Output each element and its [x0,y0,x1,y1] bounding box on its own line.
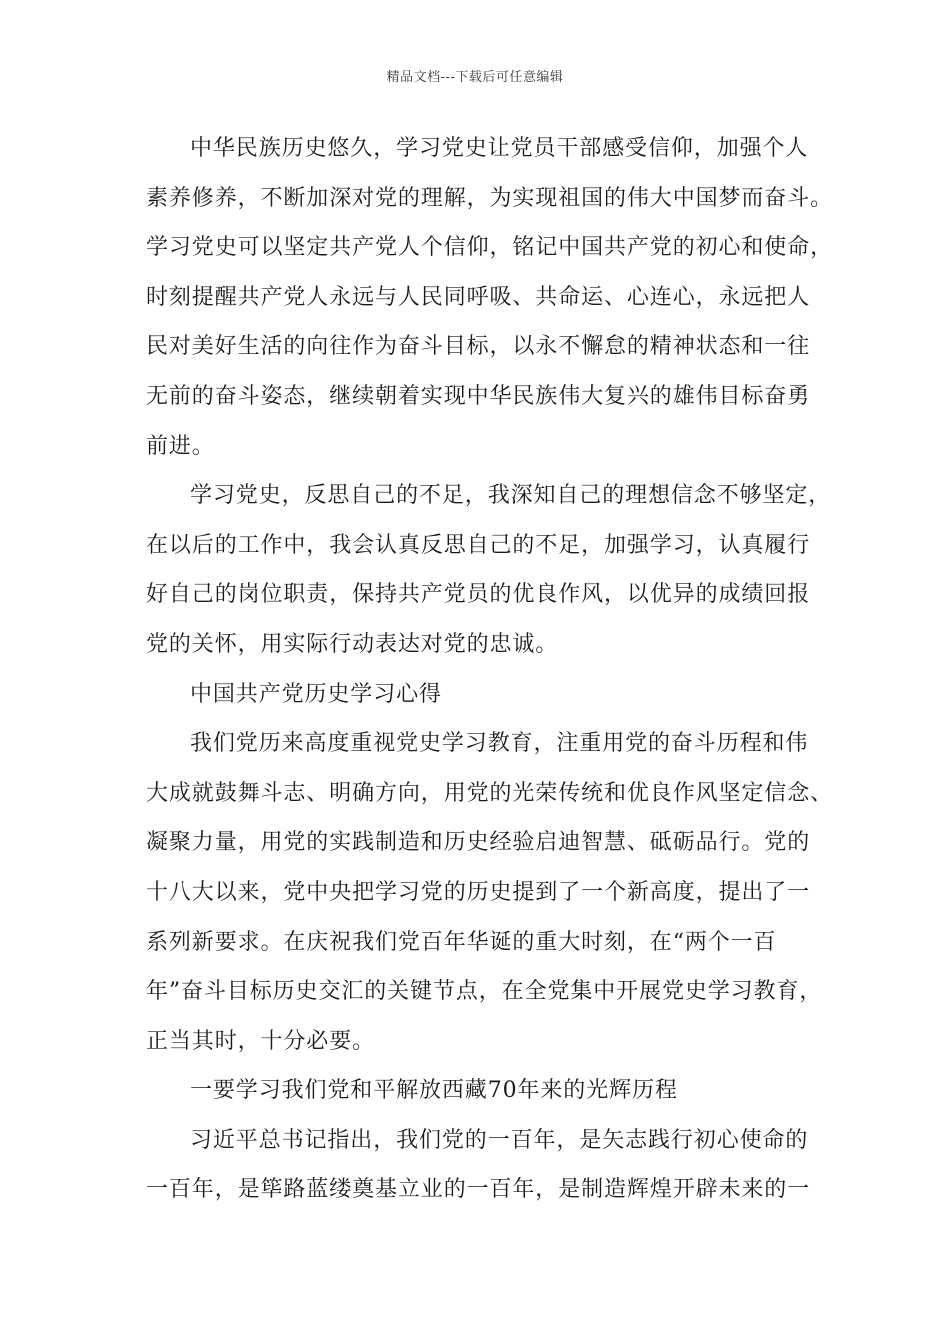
text-line: 党的关怀，用实际行动表达对党的忠诚。 [146,631,559,657]
document-body [146,124,834,1215]
text-line: 无前的奋斗姿态，继续朝着实现中华民族伟大复兴的雄伟目标奋勇 [146,383,811,409]
text-line: 一百年，是筚路蓝缕奠基立业的一百年，是制造辉煌开辟未来的一 [146,1177,811,1203]
section-heading: 中国共产党历史学习心得 [190,681,442,707]
text-line: 时刻提醒共产党人永远与人民同呼吸、共命运、心连心，永远把人 [146,284,811,310]
text-line: 素养修养，不断加深对党的理解，为实现祖国的伟大中国梦而奋斗。 [146,185,834,211]
text-line: 十八大以来，党中央把学习党的历史提到了一个新高度，提出了一 [146,879,811,905]
text-line: 正当其时，十分必要。 [146,1028,376,1054]
text-line: 年”奋斗目标历史交汇的关键节点，在全党集中开展党史学习教育， [146,979,823,1005]
section-heading: 一要学习我们党和平解放西藏70年来的光辉历程 [190,1078,678,1104]
text-line: 在以后的工作中，我会认真反思自己的不足，加强学习，认真履行 [146,532,811,558]
text-line: 前进。 [146,433,215,459]
text-line: 学习党史可以坚定共产党人个信仰，铭记中国共产党的初心和使命， [146,235,834,261]
text-line: 中华民族历史悠久，学习党史让党员干部感受信仰，加强个人 [190,136,809,161]
text-line: 好自己的岗位职责，保持共产党员的优良作风，以优异的成绩回报 [146,582,811,608]
text-line: 大成就鼓舞斗志、明确方向，用党的光荣传统和优良作风坚定信念、 [146,780,834,806]
text-line: 我们党历来高度重视党史学习教育，注重用党的奋斗历程和伟 [190,731,809,757]
text-line: 民对美好生活的向往作为奋斗目标，以永不懈怠的精神状态和一往 [146,334,811,360]
text-line: 系列新要求。在庆祝我们党百年华诞的重大时刻，在“两个一百 [146,929,777,955]
page-header: 精品文档---下载后可任意编辑 [386,70,564,85]
text-line: 学习党史，反思自己的不足，我深知自己的理想信念不够坚定， [190,483,832,509]
text-line: 习近平总书记指出，我们党的一百年，是矢志践行初心使命的 [190,1127,809,1153]
text-line: 凝聚力量，用党的实践制造和历史经验启迪智慧、砥砺品行。党的 [146,830,811,856]
